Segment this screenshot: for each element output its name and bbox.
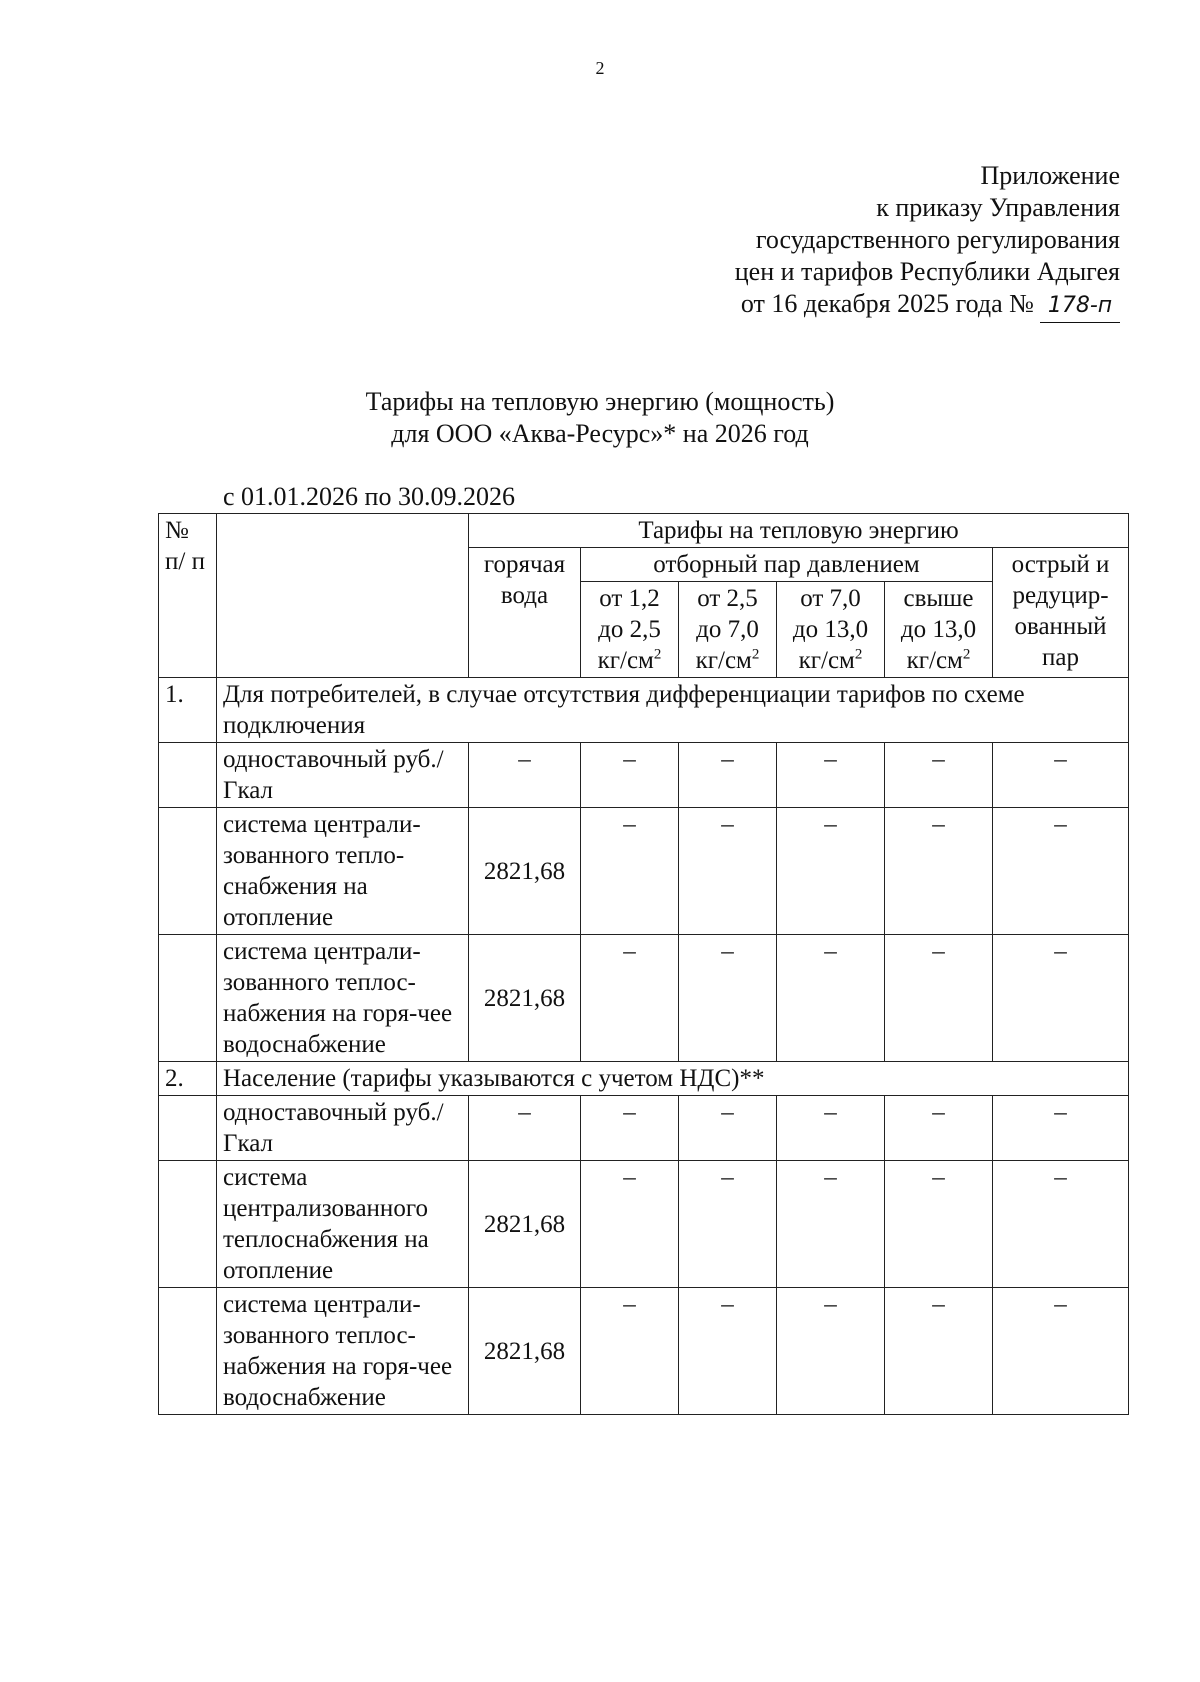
header-pressure: от 1,2 до 2,5 $кг/см^2$ [581,582,679,678]
appendix-date-line [560,288,1120,323]
appendix-line: цен и тарифов Республики Адыгея [734,257,1120,286]
appendix-line: к приказу Управления [876,193,1120,222]
section-number: 2. [159,1062,217,1096]
dash-cell: – [581,1161,679,1288]
dash-cell: – [581,808,679,935]
appendix-block [560,160,1120,323]
table-row [159,1288,1129,1415]
row-label: система централи-зованного теплос-набжения на горя-чее водоснабжение [217,1288,469,1415]
table-row [159,935,1129,1062]
row-label: одноставочный руб./Гкал [217,1096,469,1161]
hot-water-value: 2821,68 [469,808,581,935]
title-line: Тарифы на тепловую энергию (мощность) [365,387,835,416]
dash-cell: – [679,1288,777,1415]
table-row [159,743,1129,808]
table-row [159,1096,1129,1161]
dash-cell: – [679,743,777,808]
dash-cell: – [581,1288,679,1415]
hot-water-value: – [469,1096,581,1161]
dash-cell: – [679,935,777,1062]
order-number: 178-п [1040,290,1120,323]
header-num: № п/ п [159,514,217,678]
section-title: Население (тарифы указываются с учетом НДС)** [217,1062,1129,1096]
dash-cell: – [777,1096,885,1161]
dash-cell: – [581,935,679,1062]
section-number: 1. [159,678,217,743]
table-row [159,808,1129,935]
appendix-line: государственного регулирования [755,225,1120,254]
dash-cell: – [993,808,1129,935]
dash-cell: – [679,1096,777,1161]
dash-cell: – [993,743,1129,808]
header-sharp-steam: острый и редуцир-ованный пар [993,548,1129,678]
dash-cell: – [679,1161,777,1288]
row-label: система централи-зованного теплос-набжения на горя-чее водоснабжение [217,935,469,1062]
hot-water-value: 2821,68 [469,1161,581,1288]
header-group: Тарифы на тепловую энергию [469,514,1129,548]
section-row [159,1062,1129,1096]
dash-cell: – [993,1161,1129,1288]
table-row [159,1161,1129,1288]
header-pressure: от 7,0 до 13,0 $кг/см^2$ [777,582,885,678]
dash-cell: – [777,935,885,1062]
appendix-date: от 16 декабря 2025 года № [740,289,1034,318]
dash-cell: – [581,743,679,808]
hot-water-value: – [469,743,581,808]
dash-cell: – [885,1288,993,1415]
document-title [0,386,1200,450]
title-line: для ООО «Аква-Ресурс»* на 2026 год [391,419,809,448]
header-pressure: свыше до 13,0 $кг/см^2$ [885,582,993,678]
dash-cell: – [777,1161,885,1288]
dash-cell: – [993,935,1129,1062]
section-title: Для потребителей, в случае отсутствия дифференциации тарифов по схеме подключения [217,678,1129,743]
page-number: 2 [595,58,605,78]
dash-cell: – [581,1096,679,1161]
dash-cell: – [885,808,993,935]
hot-water-value: 2821,68 [469,1288,581,1415]
period-label: с 01.01.2026 по 30.09.2026 [223,482,515,511]
row-label: система централи-зованного тепло-снабжения на отопление [217,808,469,935]
appendix-line: Приложение [980,161,1120,190]
dash-cell: – [993,1288,1129,1415]
hot-water-value: 2821,68 [469,935,581,1062]
row-label: одноставочный руб./Гкал [217,743,469,808]
dash-cell: – [777,1288,885,1415]
dash-cell: – [885,1161,993,1288]
dash-cell: – [885,935,993,1062]
dash-cell: – [777,808,885,935]
dash-cell: – [679,808,777,935]
dash-cell: – [885,1096,993,1161]
row-label: система централизованного теплоснабжения на отопление [217,1161,469,1288]
section-row [159,678,1129,743]
dash-cell: – [993,1096,1129,1161]
header-empty [217,514,469,678]
dash-cell: – [885,743,993,808]
header-row [159,514,1129,548]
tariff-table [158,513,1129,1415]
header-extraction-steam: отборный пар давлением [581,548,993,582]
dash-cell: – [777,743,885,808]
header-pressure: от 2,5 до 7,0 $кг/см^2$ [679,582,777,678]
header-hot-water: горячая вода [469,548,581,678]
